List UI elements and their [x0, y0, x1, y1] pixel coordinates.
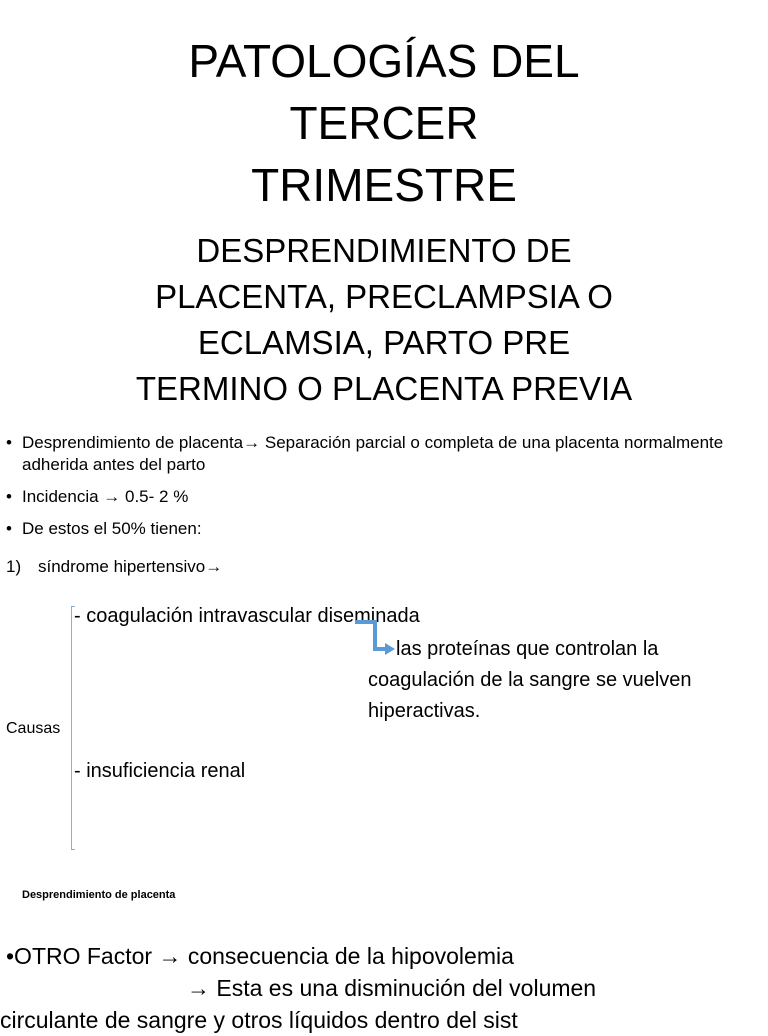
- causes-label: Causas: [6, 720, 61, 737]
- item-text: síndrome hipertensivo→: [38, 557, 223, 576]
- subtitle-line: PLACENTA, PRECLAMPSIA O: [155, 278, 613, 315]
- cause-item: - insuficiencia renal: [74, 760, 246, 782]
- explanation-line: coagulación de la sangre se vuelven: [368, 669, 692, 691]
- brace-tick-bottom: [71, 849, 75, 850]
- subtitle-line: TERMINO O PLACENTA PREVIA: [135, 370, 633, 407]
- explanation-line: hiperactivas.: [368, 700, 481, 722]
- bullet-text: Desprendimiento de placenta→ Separación parcial o completa de una placenta normalmente adherida antes del parto: [22, 433, 724, 474]
- bullet-text: De estos el 50% tienen:: [22, 519, 202, 538]
- other-line: circulante de sangre y otros líquidos dentro del sist: [0, 1007, 518, 1033]
- other-line: → Esta es una disminución del volumen: [187, 975, 597, 1001]
- title-line: PATOLOGÍAS DEL: [188, 35, 580, 87]
- image-caption: Desprendimiento de placenta: [22, 889, 176, 901]
- other-line: •OTRO Factor → consecuencia de la hipovolemia: [6, 943, 514, 969]
- other-factor: [0, 940, 766, 1036]
- numbered-item: [6, 556, 222, 578]
- bullet-item: [6, 432, 758, 476]
- subtitle-line: ECLAMSIA, PARTO PRE: [197, 324, 571, 361]
- causes-brace: [71, 606, 76, 850]
- bullet-marker: •: [6, 433, 12, 452]
- subtitle: [60, 228, 708, 412]
- bullet-marker: •: [6, 519, 12, 538]
- bullet-list: [6, 432, 758, 550]
- explanation-line: las proteínas que controlan la: [396, 638, 659, 660]
- cause-item: - coagulación intravascular diseminada: [74, 605, 420, 627]
- title-line: TRIMESTRE: [251, 159, 517, 211]
- subtitle-line: DESPRENDIMIENTO DE: [196, 232, 572, 269]
- title-line: TERCER: [289, 97, 479, 149]
- bullet-item: [6, 486, 758, 508]
- cause-explanation: [368, 634, 760, 727]
- bullet-marker: •: [6, 487, 12, 506]
- item-number: 1): [6, 557, 22, 576]
- bullet-item: [6, 518, 758, 540]
- page-title: [0, 30, 768, 216]
- bullet-text: Incidencia → 0.5- 2 %: [22, 487, 189, 506]
